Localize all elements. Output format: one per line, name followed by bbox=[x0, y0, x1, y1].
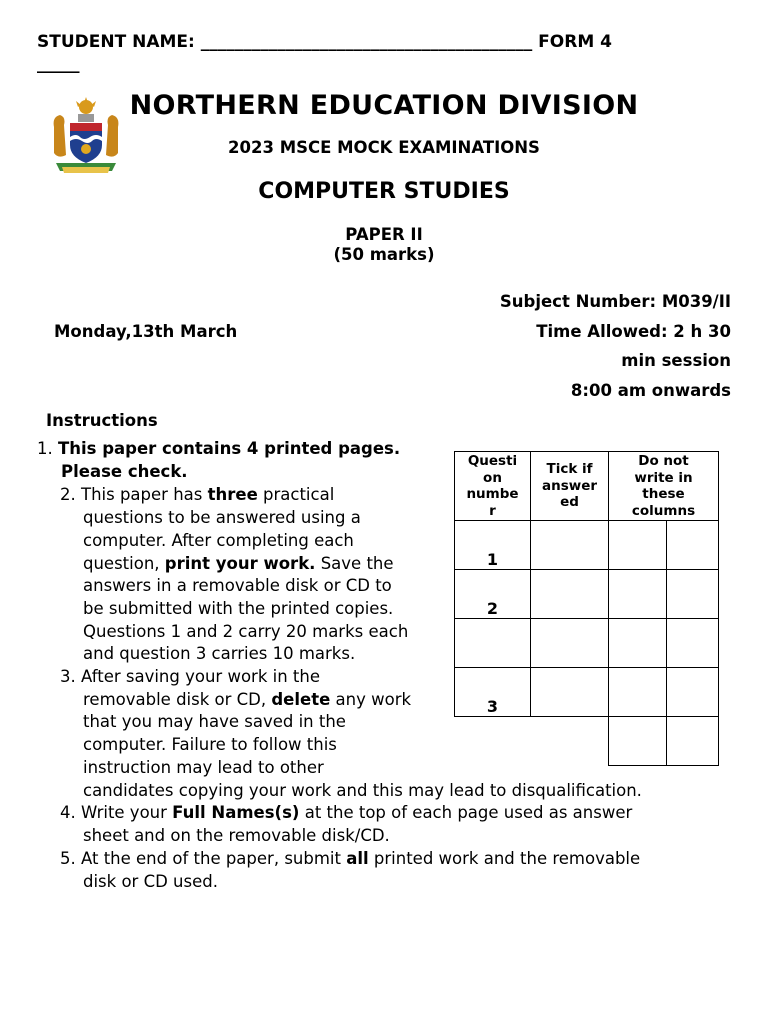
paper-label: PAPER II bbox=[345, 225, 423, 244]
student-name-line-tail: _____ bbox=[37, 54, 80, 74]
examiner-cell bbox=[609, 521, 667, 570]
instruction-bold: three bbox=[207, 485, 258, 504]
student-name-line: STUDENT NAME: _______________________________________ FORM 4 bbox=[37, 32, 612, 52]
tick-cell[interactable] bbox=[531, 619, 609, 668]
instruction-4-line-2: sheet and on the removable disk/CD. bbox=[83, 826, 390, 845]
examiner-cell bbox=[667, 717, 719, 766]
instruction-text: practical bbox=[257, 485, 335, 504]
question-number-cell: 3 bbox=[455, 668, 531, 717]
instruction-4-line-1 bbox=[60, 802, 632, 825]
instruction-number: 2. bbox=[60, 485, 76, 504]
examiner-cell bbox=[667, 521, 719, 570]
instruction-3-line-5: instruction may lead to other bbox=[83, 758, 324, 777]
header-text: on bbox=[483, 469, 502, 486]
subject-number: Subject Number: M039/II bbox=[499, 292, 731, 311]
instruction-text: any work bbox=[330, 690, 412, 709]
table-row bbox=[455, 570, 719, 619]
header-text: Do not bbox=[638, 453, 689, 469]
subject-title: COMPUTER STUDIES bbox=[258, 179, 510, 204]
header-text: Questi bbox=[467, 453, 518, 469]
instruction-text: Save the bbox=[315, 554, 394, 573]
instruction-bold: print your work. bbox=[164, 554, 316, 573]
instruction-text: printed work and the removable bbox=[368, 849, 641, 868]
instruction-2-line-2: questions to be answered using a bbox=[83, 508, 361, 527]
header-text: write in bbox=[634, 469, 693, 486]
question-number-cell: 1 bbox=[455, 521, 531, 570]
instruction-text: at the top of each page used as answer bbox=[299, 803, 633, 822]
instruction-2-line-1 bbox=[60, 484, 334, 507]
marks-label: (50 marks) bbox=[333, 245, 435, 264]
table-row bbox=[455, 668, 719, 717]
instruction-text: removable disk or CD, bbox=[83, 690, 272, 709]
header-text: ed bbox=[560, 494, 579, 511]
paper-info bbox=[0, 225, 768, 265]
instruction-1-line-2: Please check. bbox=[61, 462, 188, 481]
instruction-3-line-4: computer. Failure to follow this bbox=[83, 735, 337, 754]
start-time: 8:00 am onwards bbox=[570, 381, 731, 400]
instruction-text: This paper has bbox=[81, 485, 208, 504]
examiner-cell bbox=[609, 619, 667, 668]
instruction-3-line-1 bbox=[60, 666, 320, 689]
instruction-3-line-2 bbox=[83, 689, 411, 712]
tick-cell[interactable] bbox=[531, 521, 609, 570]
tick-cell[interactable] bbox=[531, 668, 609, 717]
session-label: min session bbox=[621, 351, 731, 370]
instruction-number: 1. bbox=[37, 439, 53, 458]
examiner-cell bbox=[609, 570, 667, 619]
instruction-5-line-1 bbox=[60, 848, 640, 871]
instruction-2-line-7: Questions 1 and 2 carry 20 marks each bbox=[83, 622, 409, 641]
header-text: r bbox=[489, 502, 496, 519]
table-row bbox=[455, 619, 719, 668]
tick-cell[interactable] bbox=[531, 570, 609, 619]
instruction-number: 3. bbox=[60, 667, 76, 686]
question-number-cell: 2 bbox=[455, 570, 531, 619]
instruction-5-line-2: disk or CD used. bbox=[83, 872, 218, 891]
column-header-do-not-write bbox=[609, 452, 719, 521]
instruction-bold: Full Names(s) bbox=[172, 803, 300, 822]
instructions-heading: Instructions bbox=[46, 411, 158, 430]
instruction-bold: This paper contains 4 printed pages. bbox=[58, 439, 401, 458]
instruction-2-line-6: be submitted with the printed copies. bbox=[83, 599, 394, 618]
header-text: these bbox=[642, 486, 685, 502]
instruction-2-line-5: answers in a removable disk or CD to bbox=[83, 576, 392, 595]
table-header-row bbox=[455, 452, 719, 521]
exam-name: 2023 MSCE MOCK EXAMINATIONS bbox=[228, 138, 540, 157]
examiner-cell bbox=[667, 619, 719, 668]
header-text: columns bbox=[631, 502, 696, 519]
empty-cell bbox=[531, 717, 609, 766]
instruction-3-line-6: candidates copying your work and this may lead to disqualification. bbox=[83, 781, 642, 800]
header-text: Tick if bbox=[546, 461, 593, 478]
header-text: numbe bbox=[466, 486, 519, 502]
examiner-cell bbox=[667, 570, 719, 619]
instruction-text: At the end of the paper, submit bbox=[81, 849, 347, 868]
instruction-number: 4. bbox=[60, 803, 76, 822]
instruction-text: After saving your work in the bbox=[81, 667, 320, 686]
header-text: answer bbox=[541, 477, 598, 494]
table-row bbox=[455, 717, 719, 766]
instruction-text: Write your bbox=[81, 803, 173, 822]
column-header-tick bbox=[531, 452, 609, 521]
instruction-bold: all bbox=[346, 849, 369, 868]
question-number-cell bbox=[455, 619, 531, 668]
instruction-text: question, bbox=[83, 554, 165, 573]
table-row bbox=[455, 521, 719, 570]
instruction-number: 5. bbox=[60, 849, 76, 868]
instruction-bold: delete bbox=[271, 690, 331, 709]
column-header-question-number bbox=[455, 452, 531, 521]
page-title: NORTHERN EDUCATION DIVISION bbox=[129, 90, 639, 121]
instruction-2-line-4 bbox=[83, 553, 394, 576]
instruction-3-line-3: that you may have saved in the bbox=[83, 712, 346, 731]
examiner-cell bbox=[609, 668, 667, 717]
empty-cell bbox=[455, 717, 531, 766]
exam-date: Monday,13th March bbox=[54, 322, 238, 341]
instruction-1-line-1 bbox=[37, 438, 400, 461]
examiner-cell bbox=[609, 717, 667, 766]
instruction-2-line-3: computer. After completing each bbox=[83, 531, 354, 550]
examiner-cell bbox=[667, 668, 719, 717]
time-allowed: Time Allowed: 2 h 30 bbox=[536, 322, 731, 341]
answer-tick-table bbox=[454, 451, 719, 766]
instruction-2-line-8: and question 3 carries 10 marks. bbox=[83, 644, 356, 663]
